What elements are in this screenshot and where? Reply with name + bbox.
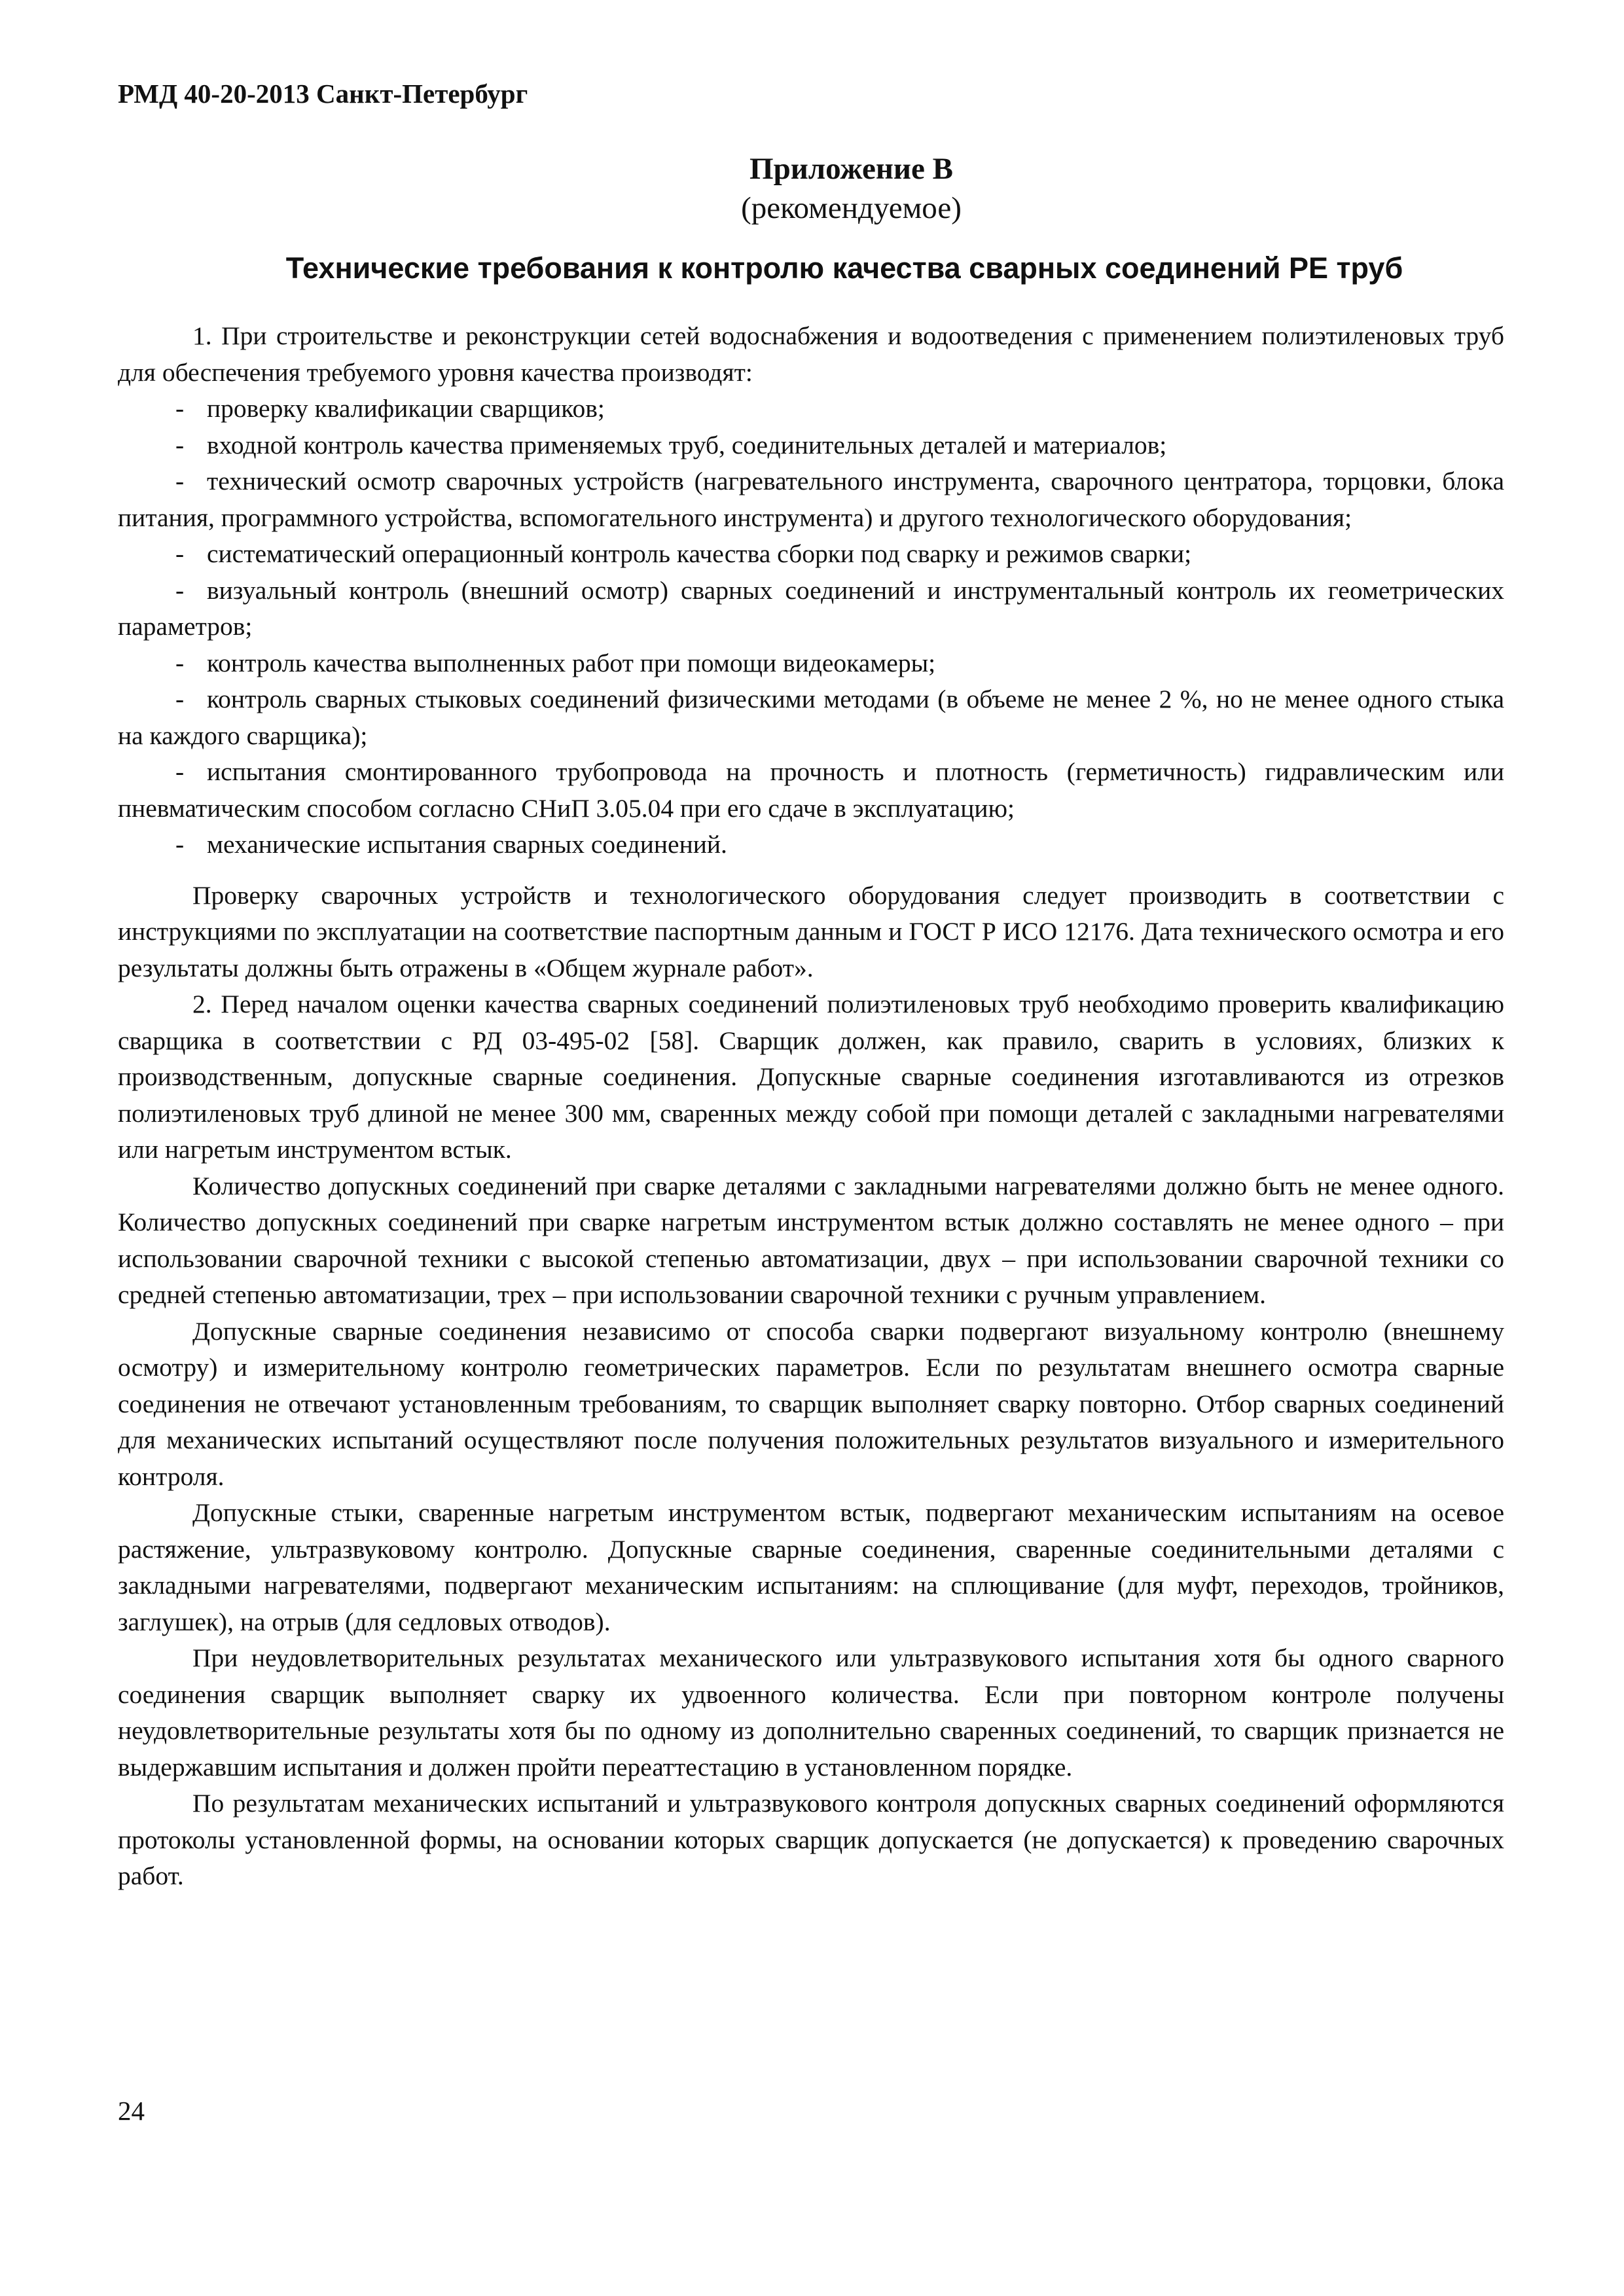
list-item	[118, 573, 1504, 645]
list-dash: -	[175, 430, 185, 459]
list-item	[118, 645, 1504, 682]
document-title: Технические требования к контролю качества сварных соединений РЕ труб	[285, 251, 1403, 285]
paragraph-visual-control: Допускные сварные соединения независимо от способа сварки подвергают визуальному контролю (внешнему осмотру) и измерительному контролю геометрических параметров. Если по результатам внешнего осмотра сварные соединения не отвечают установленным требованиям, то сварщик выполняет сварку повторно. Отбор сварных соединений для механических испытаний осуществляют после получения положительных результатов визуального и измерительного контроля.	[118, 1316, 1504, 1491]
appendix-title: Приложение В	[749, 152, 953, 186]
appendix-subtitle: (рекомендуемое)	[741, 191, 962, 225]
list-item-text: входной контроль качества применяемых труб, соединительных деталей и материалов;	[207, 430, 1167, 459]
paragraph-unsatisfactory-results: При неудовлетворительных результатах механического или ультразвукового испытания хотя бы одного сварного соединения сварщик выполняет сварку их удвоенного количества. Если при повторном контроле получены неудовлетворительные результаты хотя бы по одному из дополнительно сваренных соединений, то сварщик признается не выдержавшим испытания и должен пройти переаттестацию в установленном порядке.	[118, 1643, 1504, 1782]
list-dash: -	[175, 757, 185, 786]
list-dash: -	[175, 685, 185, 713]
list-item-text: контроль качества выполненных работ при помощи видеокамеры;	[207, 648, 936, 677]
list-item-text: проверку квалификации сварщиков;	[207, 394, 605, 423]
paragraph-section-2: 2. Перед началом оценки качества сварных соединений полиэтиленовых труб необходимо проверить квалификацию сварщика в соответствии с РД 03-495-02 [58]. Сварщик должен, как правило, сварить в условиях, близких к производственным, допускные сварные соединения. Допускные сварные соединения изготавливаются из отрезков полиэтиленовых труб длиной не менее 300 мм, сваренных между собой при помощи деталей с закладными нагревателями или нагретым инструментом встык.	[118, 990, 1504, 1164]
list-item-text: систематический операционный контроль качества сборки под сварку и режимов сварки;	[207, 539, 1192, 568]
document-body	[118, 318, 1504, 1895]
list-item	[118, 827, 1504, 863]
list-item-text: контроль сварных стыковых соединений физическими методами (в объеме не менее 2 %, но не менее одного стыка на каждого сварщика);	[118, 685, 1504, 750]
list-item	[118, 427, 1504, 464]
list-item	[118, 754, 1504, 827]
list-item	[118, 681, 1504, 754]
section-1-intro: 1. При строительстве и реконструкции сетей водоснабжения и водоотведения с применением полиэтиленовых труб для обеспечения требуемого уровня качества производят:	[118, 321, 1504, 387]
running-header: РМД 40-20-2013 Санкт-Петербург	[118, 79, 528, 109]
paragraph-equipment-check: Проверку сварочных устройств и технологического оборудования следует производить в соответствии с инструкциями по эксплуатации на соответствие паспортным данным и ГОСТ Р ИСО 12176. Дата технического осмотра и его результаты должны быть отражены в «Общем журнале работ».	[118, 880, 1504, 982]
list-dash: -	[175, 467, 185, 495]
paragraph-joint-count: Количество допускных соединений при сварке деталями с закладными нагревателями должно быть не менее одного. Количество допускных соединений при сварке нагретым инструментом встык должно составлять не менее одного – при использовании сварочной техники с высокой степенью автоматизации, двух – при использовании сварочной техники со средней степенью автоматизации, трех – при использовании сварочной техники с ручным управлением.	[118, 1171, 1504, 1309]
list-dash: -	[175, 830, 185, 859]
list-item	[118, 536, 1504, 573]
list-item	[118, 391, 1504, 427]
page-number: 24	[118, 2096, 145, 2126]
list-dash: -	[175, 575, 185, 605]
list-item-text: технический осмотр сварочных устройств (нагревательного инструмента, сварочного центратора, торцовки, блока питания, программного устройства, вспомогательного инструмента) и другого технологического оборудования;	[118, 467, 1504, 532]
list-dash: -	[175, 394, 185, 423]
list-dash: -	[175, 648, 185, 677]
list-item	[118, 463, 1504, 536]
list-dash: -	[175, 539, 185, 568]
paragraph-protocols: По результатам механических испытаний и ультразвукового контроля допускных сварных соединений оформляются протоколы установленной формы, на основании которых сварщик допускается (не допускается) к проведению сварочных работ.	[118, 1789, 1504, 1890]
list-item-text: механические испытания сварных соединений.	[207, 830, 727, 859]
list-item-text: испытания смонтированного трубопровода на прочность и плотность (герметичность) гидравлическим или пневматическим способом согласно СНиП 3.05.04 при его сдаче в эксплуатацию;	[118, 757, 1504, 823]
paragraph-mechanical-tests: Допускные стыки, сваренные нагретым инструментом встык, подвергают механическим испытаниям на осевое растяжение, ультразвуковому контролю. Допускные сварные соединения, сваренные соединительными деталями с закладными нагревателями, подвергают механическим испытаниям: на сплющивание (для муфт, переходов, тройников, заглушек), на отрыв (для седловых отводов).	[118, 1498, 1504, 1636]
list-item-text: визуальный контроль (внешний осмотр) сварных соединений и инструментальный контроль их геометрических параметров;	[118, 575, 1504, 641]
